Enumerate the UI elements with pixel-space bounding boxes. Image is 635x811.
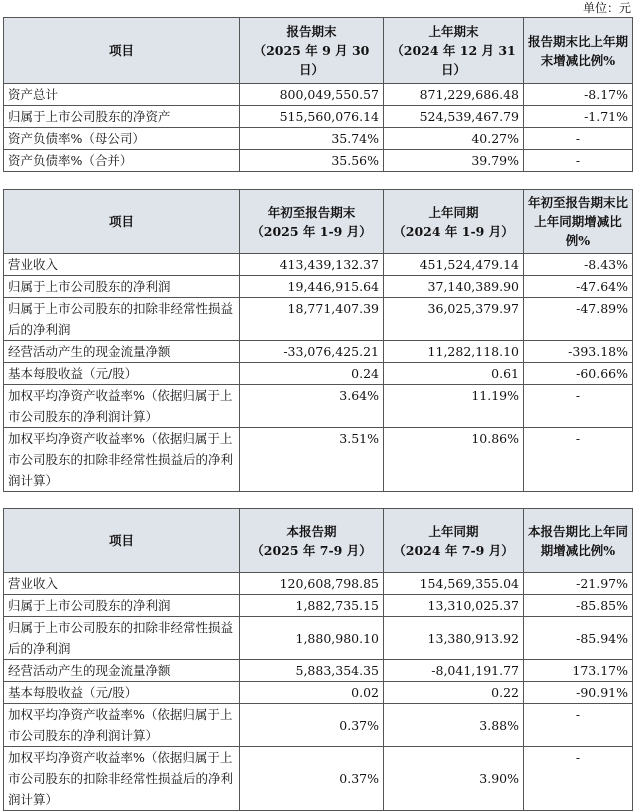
cell-change: - — [524, 747, 633, 811]
cell-previous: 40.27% — [384, 128, 524, 150]
cell-current: 413,439,132.37 — [240, 254, 384, 276]
cell-current: 0.02 — [240, 682, 384, 704]
cell-change: - — [524, 150, 633, 172]
cell-previous: 871,229,686.48 — [384, 84, 524, 106]
row-label: 营业收入 — [4, 254, 240, 276]
header-item: 项目 — [4, 18, 240, 84]
row-label: 基本每股收益（元/股） — [4, 682, 240, 704]
table-row — [4, 341, 633, 363]
cell-current: 0.37% — [240, 704, 384, 747]
cell-previous: 3.88% — [384, 704, 524, 747]
row-label: 资产总计 — [4, 84, 240, 106]
cell-current: 120,608,798.85 — [240, 573, 384, 595]
cell-current: 3.64% — [240, 385, 384, 428]
table-row — [4, 84, 633, 106]
table-row — [4, 660, 633, 682]
cell-current: 35.56% — [240, 150, 384, 172]
cell-previous: 11,282,118.10 — [384, 341, 524, 363]
cell-current: 35.74% — [240, 128, 384, 150]
table-header-row — [4, 18, 633, 84]
cell-change: -8.17% — [524, 84, 633, 106]
cell-change: -393.18% — [524, 341, 633, 363]
header-previous: 上年同期 （2024 年 1-9 月） — [384, 190, 524, 254]
row-label: 归属于上市公司股东的净资产 — [4, 106, 240, 128]
row-label: 归属于上市公司股东的净利润 — [4, 595, 240, 617]
table-row — [4, 276, 633, 298]
table-header-row — [4, 509, 633, 573]
table-row — [4, 573, 633, 595]
cell-change: -90.91% — [524, 682, 633, 704]
cell-previous: 0.22 — [384, 682, 524, 704]
cell-previous: 36,025,379.97 — [384, 298, 524, 341]
table-row — [4, 128, 633, 150]
row-label: 经营活动产生的现金流量净额 — [4, 660, 240, 682]
cell-current: 18,771,407.39 — [240, 298, 384, 341]
header-current: 本报告期 （2025 年 7-9 月） — [240, 509, 384, 573]
row-label: 营业收入 — [4, 573, 240, 595]
table-row — [4, 747, 633, 811]
cell-change: -85.85% — [524, 595, 633, 617]
table-row — [4, 106, 633, 128]
unit-label: 单位：元 — [582, 1, 631, 15]
cell-previous: 13,380,913.92 — [384, 617, 524, 660]
table-row — [4, 298, 633, 341]
table-row — [4, 385, 633, 428]
cell-change: - — [524, 704, 633, 747]
cell-previous: 39.79% — [384, 150, 524, 172]
row-label: 加权平均净资产收益率%（依据归属于上市公司股东的净利润计算） — [4, 385, 240, 428]
table-row — [4, 150, 633, 172]
cell-change: -1.71% — [524, 106, 633, 128]
header-change: 年初至报告期末比上年同期增减比例% — [524, 190, 633, 254]
header-item: 项目 — [4, 190, 240, 254]
table-row — [4, 363, 633, 385]
cell-change: -60.66% — [524, 363, 633, 385]
header-current: 年初至报告期末 （2025 年 1-9 月） — [240, 190, 384, 254]
row-label: 归属于上市公司股东的扣除非经常性损益后的净利润 — [4, 617, 240, 660]
cell-change: -85.94% — [524, 617, 633, 660]
cell-change: - — [524, 428, 633, 492]
quarter-income-table — [3, 508, 633, 811]
cell-previous: 37,140,389.90 — [384, 276, 524, 298]
cell-previous: 10.86% — [384, 428, 524, 492]
header-change: 报告期末比上年期末增减比例% — [524, 18, 633, 84]
cell-previous: -8,041,191.77 — [384, 660, 524, 682]
cell-change: -21.97% — [524, 573, 633, 595]
table-row — [4, 682, 633, 704]
row-label: 资产负债率%（母公司） — [4, 128, 240, 150]
row-label: 基本每股收益（元/股） — [4, 363, 240, 385]
header-item: 项目 — [4, 509, 240, 573]
balance-sheet-table — [3, 17, 633, 172]
header-previous: 上年期末 （2024 年 12 月 31 日） — [384, 18, 524, 84]
row-label: 加权平均净资产收益率%（依据归属于上市公司股东的扣除非经常性损益后的净利润计算） — [4, 428, 240, 492]
cell-current: 1,880,980.10 — [240, 617, 384, 660]
cell-current: -33,076,425.21 — [240, 341, 384, 363]
table-row — [4, 617, 633, 660]
row-label: 归属于上市公司股东的净利润 — [4, 276, 240, 298]
cell-current: 5,883,354.35 — [240, 660, 384, 682]
table-row — [4, 704, 633, 747]
cell-previous: 13,310,025.37 — [384, 595, 524, 617]
cell-current: 515,560,076.14 — [240, 106, 384, 128]
table-row — [4, 254, 633, 276]
cell-current: 19,446,915.64 — [240, 276, 384, 298]
cell-current: 1,882,735.15 — [240, 595, 384, 617]
row-label: 加权平均净资产收益率%（依据归属于上市公司股东的扣除非经常性损益后的净利润计算） — [4, 747, 240, 811]
cell-change: - — [524, 128, 633, 150]
cell-current: 0.24 — [240, 363, 384, 385]
cell-change: 173.17% — [524, 660, 633, 682]
cell-previous: 154,569,355.04 — [384, 573, 524, 595]
cell-previous: 0.61 — [384, 363, 524, 385]
cell-previous: 11.19% — [384, 385, 524, 428]
cell-change: -47.89% — [524, 298, 633, 341]
cell-current: 0.37% — [240, 747, 384, 811]
row-label: 加权平均净资产收益率%（依据归属于上市公司股东的净利润计算） — [4, 704, 240, 747]
header-change: 本报告期比上年同期增减比例% — [524, 509, 633, 573]
row-label: 资产负债率%（合并） — [4, 150, 240, 172]
row-label: 经营活动产生的现金流量净额 — [4, 341, 240, 363]
header-current: 报告期末 （2025 年 9 月 30 日） — [240, 18, 384, 84]
row-label: 归属于上市公司股东的扣除非经常性损益后的净利润 — [4, 298, 240, 341]
cell-change: - — [524, 385, 633, 428]
cell-previous: 3.90% — [384, 747, 524, 811]
ytd-income-table — [3, 189, 633, 492]
table-row — [4, 595, 633, 617]
cell-change: -47.64% — [524, 276, 633, 298]
cell-previous: 524,539,467.79 — [384, 106, 524, 128]
cell-current: 3.51% — [240, 428, 384, 492]
table-header-row — [4, 190, 633, 254]
cell-current: 800,049,550.57 — [240, 84, 384, 106]
cell-previous: 451,524,479.14 — [384, 254, 524, 276]
header-previous: 上年同期 （2024 年 7-9 月） — [384, 509, 524, 573]
table-row — [4, 428, 633, 492]
cell-change: -8.43% — [524, 254, 633, 276]
